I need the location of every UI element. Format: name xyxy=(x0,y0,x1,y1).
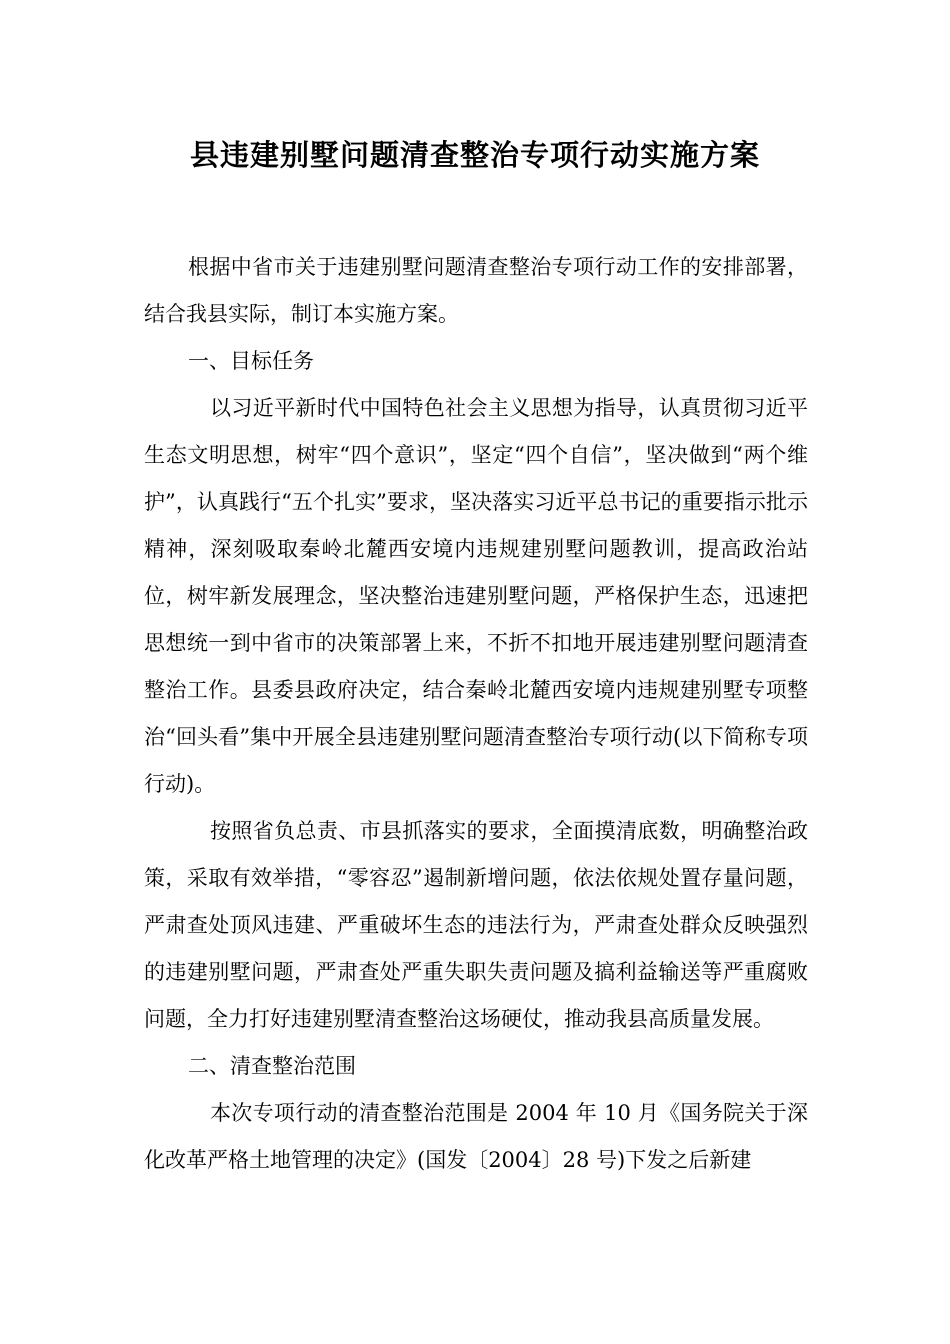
section-heading-1: 一、目标任务 xyxy=(188,349,314,373)
paragraph-requirement: 按照省负总责、市县抓落实的要求，全面摸清底数，明确整治政策，采取有效举措，“零容忍”遏制新增问题，依法依规处置存量问题，严肃查处顶风违建、严重破坏生态的违法行为，严肃查处群众反映强烈的违建别墅问题，严肃查处严重失职失责问题及搞利益输送等严重腐败问题，全力打好违建别墅清查整治这场硬仗，推动我县高质量发展。 xyxy=(144,819,808,1031)
paragraph-goal: 以习近平新时代中国特色社会主义思想为指导，认真贯彻习近平生态文明思想，树牢“四个意识”，坚定“四个自信”，坚决做到“两个维护”，认真践行“五个扎实”要求，坚决落实习近平总书记的重要指示批示精神，深刻吸取秦岭北麓西安境内违规建别墅问题教训，提高政治站位，树牢新发展理念，坚决整治违建别墅问题，严格保护生态，迅速把思想统一到中省市的决策部署上来，不折不扣地开展违建别墅问题清查整治工作。县委县政府决定，结合秦岭北麓西安境内违规建别墅专项整治“回头看”集中开展全县违建别墅问题清查整治专项行动(以下简称专项行动)。 xyxy=(144,396,808,796)
paragraph-scope: 本次专项行动的清查整治范围是 2004 年 10 月《国务院关于深化改革严格土地管理的决定》(国发〔2004〕28 号)下发之后新建 xyxy=(144,1101,808,1172)
section-heading-2: 二、清查整治范围 xyxy=(188,1054,356,1078)
paragraph-intro: 根据中省市关于违建别墅问题清查整治专项行动工作的安排部署，结合我县实际，制订本实施方案。 xyxy=(144,255,808,326)
document-title: 县违建别墅问题清查整治专项行动实施方案 xyxy=(189,138,760,172)
document-body xyxy=(144,244,808,1184)
